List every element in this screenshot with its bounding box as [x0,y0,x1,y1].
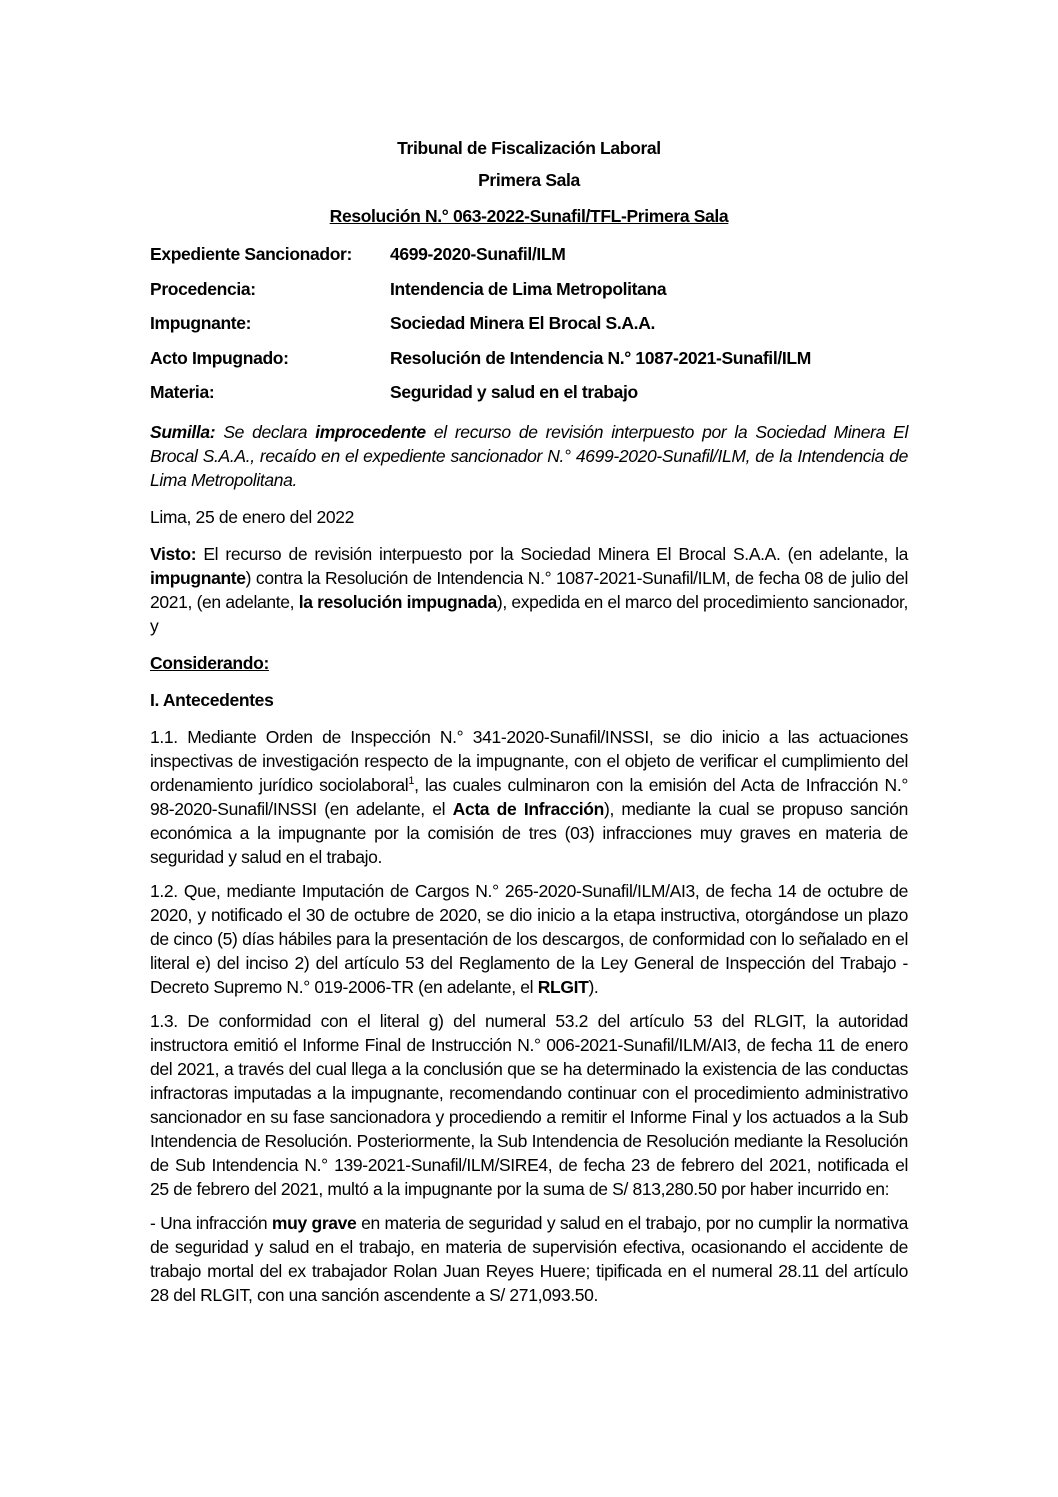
visto-label: Visto: [150,543,197,564]
footnote-ref[interactable]: 1 [408,774,415,787]
paragraph-infraction-1 [150,1211,908,1307]
visto-text: El recurso de revisión interpuesto por la Sociedad Minera El Brocal S.A.A. (en adelante, la [196,543,908,564]
paragraph-text: 1.2. Que, mediante Imputación de Cargos N.° 265-2020-Sunafil/ILM/AI3, de fecha 14 de octubre de 2020, y notificado el 30 de octubre de 2020, se dio inicio a la etapa instructiva, otorgándose un plazo de cinco (5) días hábiles para la presentación de los descargos, de conformidad con lo señalado en el literal e) del inciso 2) del artículo 53 del Reglamento de la Ley General de Inspección del Trabajo - Decreto Supremo N.° 019-2006-TR (en adelante, el [150,880,908,997]
sumilla-text: el recurso de revisión interpuesto por la Sociedad Minera El Brocal S.A.A., recaído en el expediente sancionador N.° 4699-2020-Sunafil/ILM, de la Intendencia de Lima Metropolitana. [150,421,908,490]
paragraph-text: - Una infracción [150,1212,272,1233]
visto-text: ), expedida en el marco del procedimiento sancionador, y [150,591,908,636]
meta-row-expediente [150,242,908,277]
paragraph-1-2 [150,879,908,999]
meta-row-procedencia [150,277,908,312]
meta-row-acto-impugnado [150,346,908,381]
paragraph-bold: muy grave [271,1212,357,1233]
paragraph-text: ), mediante la cual se propuso sanción económica a la impugnante por la comisión de tres (03) infracciones muy graves en materia de seguridad y salud en el trabajo. [150,798,908,867]
sala-heading: Primera Sala [478,170,580,190]
paragraph-bold: Acta de Infracción [452,798,604,819]
paragraph-text: ). [588,976,599,997]
resolution-heading: Resolución N.° 063-2022-Sunafil/TFL-Primera Sala [329,206,729,226]
meta-value: Seguridad y salud en el trabajo [390,382,638,402]
visto-bold: impugnante [150,567,246,588]
meta-label: Impugnante: [150,313,252,333]
meta-row-materia [150,380,908,415]
meta-value: Resolución de Intendencia N.° 1087-2021-Sunafil/ILM [390,347,811,368]
sumilla-text: Se declara [215,421,316,442]
paragraph-1-3: 1.3. De conformidad con el literal g) del numeral 53.2 del artículo 53 del RLGIT, la autoridad instructora emitió el Informe Final de Instrucción N.° 006-2021-Sunafil/ILM/AI3, de fecha 11 de enero del 2021, a través del cual llega a la conclusión que se ha determinado la existencia de las conductas infractoras imputadas a la impugnante, recomendando continuar con el procedimiento administrativo sancionador en su fase sancionadora y procediendo a remitir el Informe Final y los actuados a la Sub Intendencia de Resolución. Posteriormente, la Sub Intendencia de Resolución mediante la Resolución de Sub Intendencia N.° 139-2021-Sunafil/ILM/SIRE4, de fecha 23 de febrero del 2021, notificada el 25 de febrero del 2021, multó a la impugnante por la suma de S/ 813,280.50 por haber incurrido en: [150,1010,908,1199]
sumilla-label: Sumilla: [150,421,216,442]
sumilla-bold: improcedente [315,421,426,442]
document-body [150,136,908,1307]
section-heading: I. Antecedentes [150,689,274,710]
meta-value: Intendencia de Lima Metropolitana [390,278,667,299]
meta-value: 4699-2020-Sunafil/ILM [390,244,566,264]
paragraph-1-1 [150,725,908,869]
document-date: Lima, 25 de enero del 2022 [150,506,354,527]
paragraph-text: 1.1. Mediante Orden de Inspección N.° 341-2020-Sunafil/INSSI, se dio inicio a las actuaciones inspectivas de investigación respecto de la impugnante, con el objeto de verificar el cumplimiento del ordenamiento jurídico sociolaboral [150,726,908,795]
visto-bold: la resolución impugnada [298,591,497,612]
visto-text: ) contra la Resolución de Intendencia N.° 1087-2021-Sunafil/ILM, de fecha 08 de julio del 2021, (en adelante, [150,567,908,612]
meta-value: Sociedad Minera El Brocal S.A.A. [390,313,655,333]
paragraph-text: en materia de seguridad y salud en el trabajo, por no cumplir la normativa de seguridad y salud en el trabajo, en materia de supervisión efectiva, ocasionando el accidente de trabajo mortal del ex trabajador Rolan Juan Reyes Huere; tipificada en el numeral 28.11 del artículo 28 del RLGIT, con una sanción ascendente a S/ 271,093.50. [150,1212,909,1305]
sumilla-paragraph [150,420,908,492]
considerando-heading: Considerando: [150,652,269,673]
meta-label: Procedencia: [150,278,256,299]
meta-row-impugnante [150,311,908,346]
tribunal-heading: Tribunal de Fiscalización Laboral [397,138,661,158]
meta-label: Expediente Sancionador: [150,244,352,264]
meta-label: Acto Impugnado: [150,347,289,368]
paragraph-bold: RLGIT [537,976,589,997]
paragraph-text: , las cuales culminaron con la emisión del Acta de Infracción N.° 98-2020-Sunafil/INSSI (en adelante, el [150,774,908,819]
meta-label: Materia: [150,382,215,402]
visto-paragraph [150,542,908,638]
